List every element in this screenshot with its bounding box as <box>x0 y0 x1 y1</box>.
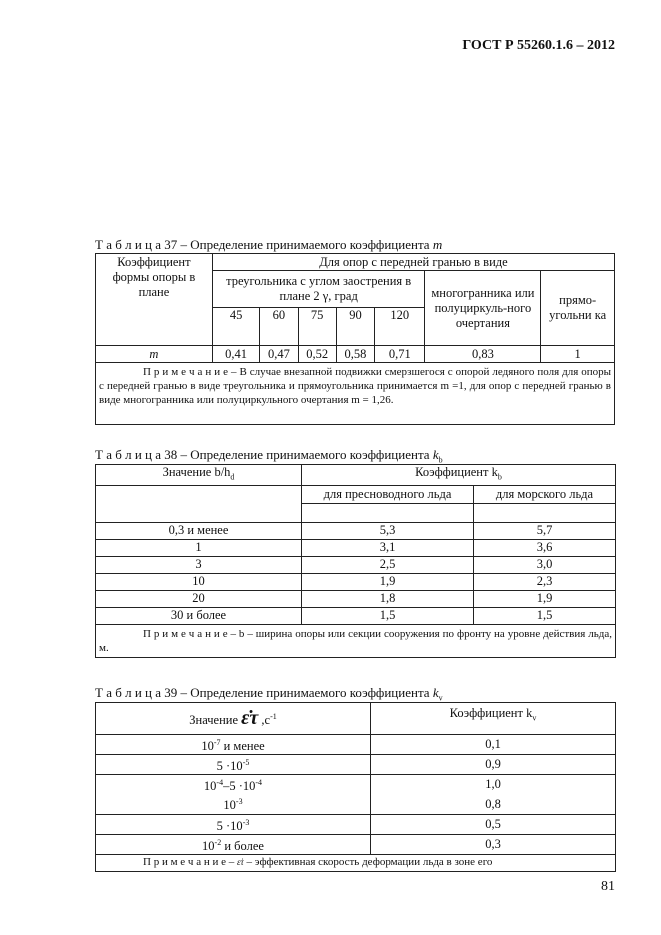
table39-value-tail: и менее <box>220 739 265 754</box>
table38-note-label: П р и м е ч а н и е <box>143 627 228 640</box>
table38-row-value: 1 <box>96 539 302 556</box>
table37-angle-90: 90 <box>336 308 374 346</box>
table37-angle-120: 120 <box>375 308 425 346</box>
table38-header-blank <box>96 485 302 522</box>
table37-angle-45: 45 <box>212 308 259 346</box>
table39-col1-header <box>96 703 371 735</box>
table39-note-symbol: ε̇τ <box>237 856 244 867</box>
table38-fresh-header: для пресноводного льда <box>302 485 474 503</box>
table38-row-sea: 5,7 <box>474 522 616 539</box>
table39-value-exp: -3 <box>242 817 250 827</box>
table38-sea-header: для морского льда <box>474 485 616 503</box>
table37-value-60: 0,47 <box>260 346 298 363</box>
table39-value-base: 10 <box>201 739 214 754</box>
table39-row-value <box>96 755 371 775</box>
table39-row-value <box>96 775 371 795</box>
table37-rect-value: 1 <box>541 346 615 363</box>
table39-caption-sub: v <box>438 693 443 703</box>
table38-row-value: 20 <box>96 590 302 607</box>
table39-row-k: 0,5 <box>371 814 616 834</box>
table39-row-k: 1,0 <box>371 775 616 795</box>
table39-value-exp: -7 <box>213 738 221 747</box>
table38-caption-var: k <box>432 447 439 462</box>
table38-row-fresh: 3,1 <box>302 539 474 556</box>
table38-caption-text: – Определение принимаемого коэффициента <box>177 447 433 462</box>
table38-row-value: 0,3 и менее <box>96 522 302 539</box>
table39-value-tail: –5 ·10 <box>223 779 256 794</box>
table37-value-120: 0,71 <box>375 346 425 363</box>
table39-caption-prefix: Т а б л и ц а 39 <box>95 685 178 700</box>
table39-row-value <box>96 814 371 834</box>
table38-fresh-blank <box>302 503 474 522</box>
table38-row-fresh: 1,5 <box>302 607 474 624</box>
table37-row-label-var: m <box>149 346 159 361</box>
table39-value-tail: и более <box>221 838 264 853</box>
table38-row-fresh: 5,3 <box>302 522 474 539</box>
table37-rect-header: прямо-угольни ка <box>541 271 615 346</box>
table39-caption <box>95 685 443 703</box>
table39-col2-header-text: Коэффициент k <box>449 706 533 720</box>
table37-poly-value: 0,83 <box>425 346 541 363</box>
table37-angle-60: 60 <box>260 308 298 346</box>
table39-row-value <box>96 834 371 854</box>
table37-caption <box>95 237 442 253</box>
table39 <box>95 702 616 872</box>
table38-col1-header-sub: d <box>230 472 235 482</box>
table38-row-sea: 3,0 <box>474 556 616 573</box>
table39-row-value <box>96 794 371 814</box>
table39-col1-unit: ,с <box>258 713 271 728</box>
table38-row-sea: 1,5 <box>474 607 616 624</box>
table39-col2-header-sub: v <box>532 713 537 723</box>
table39-row-k: 0,1 <box>371 735 616 755</box>
table37-value-45: 0,41 <box>212 346 259 363</box>
table37-caption-var: m <box>432 237 443 252</box>
table37-group-header: Для опор с передней гранью в виде <box>212 254 614 271</box>
page-number: 81 <box>601 879 615 894</box>
table37-caption-text: – Определение принимаемого коэффициента <box>177 237 433 252</box>
table38-row-sea: 2,3 <box>474 573 616 590</box>
table38-row-sea: 1,9 <box>474 590 616 607</box>
table39-note-label: П р и м е ч а н и е <box>143 855 226 868</box>
table37-caption-prefix: Т а б л и ц а 37 <box>95 237 178 252</box>
table38-row-fresh: 1,9 <box>302 573 474 590</box>
table37-angle-75: 75 <box>298 308 336 346</box>
table39-value-base: 5 ·10 <box>216 818 243 833</box>
table38-row-value: 10 <box>96 573 302 590</box>
table38-caption-prefix: Т а б л и ц а 38 <box>95 447 178 462</box>
table38 <box>95 464 616 658</box>
table39-value-exp: -5 <box>242 758 250 768</box>
table39-row-value <box>96 735 371 755</box>
document-header: ГОСТ Р 55260.1.6 – 2012 <box>462 38 615 53</box>
table37-poly-header: многогранника или полуциркуль-ного очертания <box>425 271 541 346</box>
table37 <box>95 253 615 425</box>
table38-row-sea: 3,6 <box>474 539 616 556</box>
table38-col2-header <box>302 465 616 486</box>
table37-note-label: П р и м е ч а н и е <box>143 366 229 378</box>
table37-value-75: 0,52 <box>298 346 336 363</box>
table37-col1-header: Коэффициент формы опоры в плане <box>96 254 213 346</box>
table39-caption-var: k <box>432 685 439 700</box>
table38-row-value: 3 <box>96 556 302 573</box>
table39-col1-unit-sup: -1 <box>270 711 277 721</box>
table37-note-text: – В случае внезапной подвижки смерзшегося с опорой ледяного поля для опоры с передней гранью в виде треугольника и прямоугольника принимается m =1, для опор с передней гранью в виде многогранника или полуциркульного очертания m = 1,26. <box>99 366 612 406</box>
table39-value-base: 5 ·10 <box>216 759 243 774</box>
table38-row-fresh: 1,8 <box>302 590 474 607</box>
table39-value-exp: -2 <box>214 837 222 847</box>
table37-note <box>96 363 615 425</box>
table38-col2-header-text: Коэффициент k <box>415 465 498 479</box>
table38-row-value: 30 и более <box>96 607 302 624</box>
table39-row-k: 0,9 <box>371 755 616 775</box>
table39-row-k: 0,3 <box>371 834 616 854</box>
table39-value-exp: -4 <box>216 778 224 788</box>
table38-col1-header <box>96 465 302 486</box>
table38-col1-header-text: Значение b/h <box>162 465 231 479</box>
table38-col2-header-sub: b <box>497 472 502 482</box>
table39-row-k: 0,8 <box>371 794 616 814</box>
table38-row-fresh: 2,5 <box>302 556 474 573</box>
table38-caption <box>95 447 443 465</box>
table37-tri-header: треугольника с углом заострения в плане 2 γ, град <box>212 271 425 308</box>
table39-note-text: – эффективная скорость деформации льда в зоне его <box>243 855 493 868</box>
table38-note <box>96 624 616 657</box>
table38-caption-sub: b <box>438 455 443 465</box>
table39-value-exp2: -4 <box>255 778 263 788</box>
table39-col1-header-text: Значение <box>189 713 239 728</box>
table38-note-text: – b – ширина опоры или секции сооружения по фронту на уровне действия льда, м. <box>99 627 612 654</box>
table39-value-exp: -3 <box>235 797 243 807</box>
table39-note: П р и м е ч а н и е – ε̇τ – эффективная скорость деформации льда в зоне его <box>96 854 616 871</box>
table39-value-base: 10 <box>202 838 215 853</box>
table39-value-base: 10 <box>223 798 236 813</box>
table37-row-label <box>96 346 213 363</box>
table37-value-90: 0,58 <box>336 346 374 363</box>
table39-caption-text: – Определение принимаемого коэффициента <box>177 685 433 700</box>
table38-sea-blank <box>474 503 616 522</box>
strain-rate-symbol: ε̇τ <box>241 707 259 730</box>
table39-value-base: 10 <box>203 779 217 794</box>
table39-col2-header <box>371 703 616 735</box>
